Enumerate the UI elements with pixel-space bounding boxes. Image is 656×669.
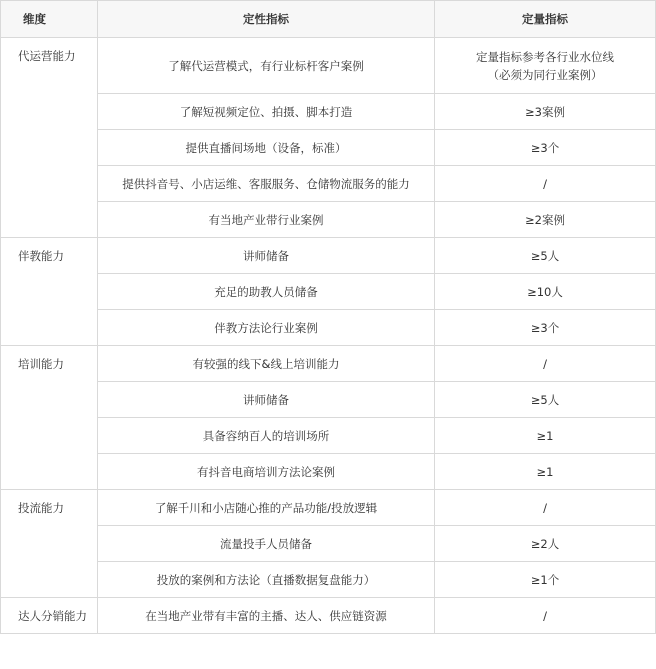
table-row (1, 382, 656, 418)
table-row (1, 490, 656, 526)
dimension-cell: 代运营能力 (1, 38, 98, 238)
table-row (1, 38, 656, 94)
qualitative-cell: 了解代运营模式，有行业标杆客户案例 (98, 38, 435, 94)
qualitative-cell: 提供抖音号、小店运维、客服服务、仓储物流服务的能力 (98, 166, 435, 202)
dimension-cell: 培训能力 (1, 346, 98, 490)
quantitative-cell: ≥2人 (435, 526, 656, 562)
table-row (1, 598, 656, 634)
header-qualitative: 定性指标 (98, 1, 435, 38)
quantitative-line: 定量指标参考各行业水位线 (476, 49, 614, 64)
quantitative-cell: ≥1 (435, 454, 656, 490)
header-quantitative: 定量指标 (435, 1, 656, 38)
table-header-row (1, 1, 656, 38)
quantitative-cell: ≥3个 (435, 310, 656, 346)
quantitative-cell: / (435, 598, 656, 634)
quantitative-cell: / (435, 346, 656, 382)
quantitative-cell: / (435, 166, 656, 202)
qualitative-cell: 充足的助教人员储备 (98, 274, 435, 310)
qualitative-cell: 讲师储备 (98, 238, 435, 274)
quantitative-cell: ≥5人 (435, 238, 656, 274)
quantitative-cell: ≥1 (435, 418, 656, 454)
quantitative-cell: ≥3案例 (435, 94, 656, 130)
table-row (1, 94, 656, 130)
qualitative-cell: 流量投手人员储备 (98, 526, 435, 562)
dimension-cell: 达人分销能力 (1, 598, 98, 634)
table-row (1, 202, 656, 238)
header-dimension: 维度 (1, 1, 98, 38)
qualitative-cell: 在当地产业带有丰富的主播、达人、供应链资源 (98, 598, 435, 634)
qualitative-cell: 伴教方法论行业案例 (98, 310, 435, 346)
dimension-cell: 伴教能力 (1, 238, 98, 346)
qualitative-cell: 有较强的线下&线上培训能力 (98, 346, 435, 382)
table-row (1, 166, 656, 202)
table-row (1, 418, 656, 454)
table-row (1, 274, 656, 310)
qualitative-cell: 有当地产业带行业案例 (98, 202, 435, 238)
qualitative-cell: 有抖音电商培训方法论案例 (98, 454, 435, 490)
quantitative-cell: ≥10人 (435, 274, 656, 310)
quantitative-cell: ≥1个 (435, 562, 656, 598)
table-row (1, 238, 656, 274)
qualitative-cell: 提供直播间场地（设备，标准） (98, 130, 435, 166)
qualitative-cell: 讲师储备 (98, 382, 435, 418)
qualitative-cell: 了解短视频定位、拍摄、脚本打造 (98, 94, 435, 130)
table-row (1, 310, 656, 346)
quantitative-cell: ≥5人 (435, 382, 656, 418)
qualitative-cell: 了解千川和小店随心推的产品功能/投放逻辑 (98, 490, 435, 526)
quantitative-cell: ≥2案例 (435, 202, 656, 238)
dimension-cell: 投流能力 (1, 490, 98, 598)
table-row (1, 562, 656, 598)
table-row (1, 526, 656, 562)
quantitative-cell: / (435, 490, 656, 526)
table-row (1, 454, 656, 490)
table-row (1, 130, 656, 166)
table-row (1, 346, 656, 382)
quantitative-line: （必须为同行业案例） (487, 67, 603, 82)
quantitative-cell: ≥3个 (435, 130, 656, 166)
qualitative-cell: 具备容纳百人的培训场所 (98, 418, 435, 454)
quantitative-cell (435, 38, 656, 94)
qualitative-cell: 投放的案例和方法论（直播数据复盘能力） (98, 562, 435, 598)
